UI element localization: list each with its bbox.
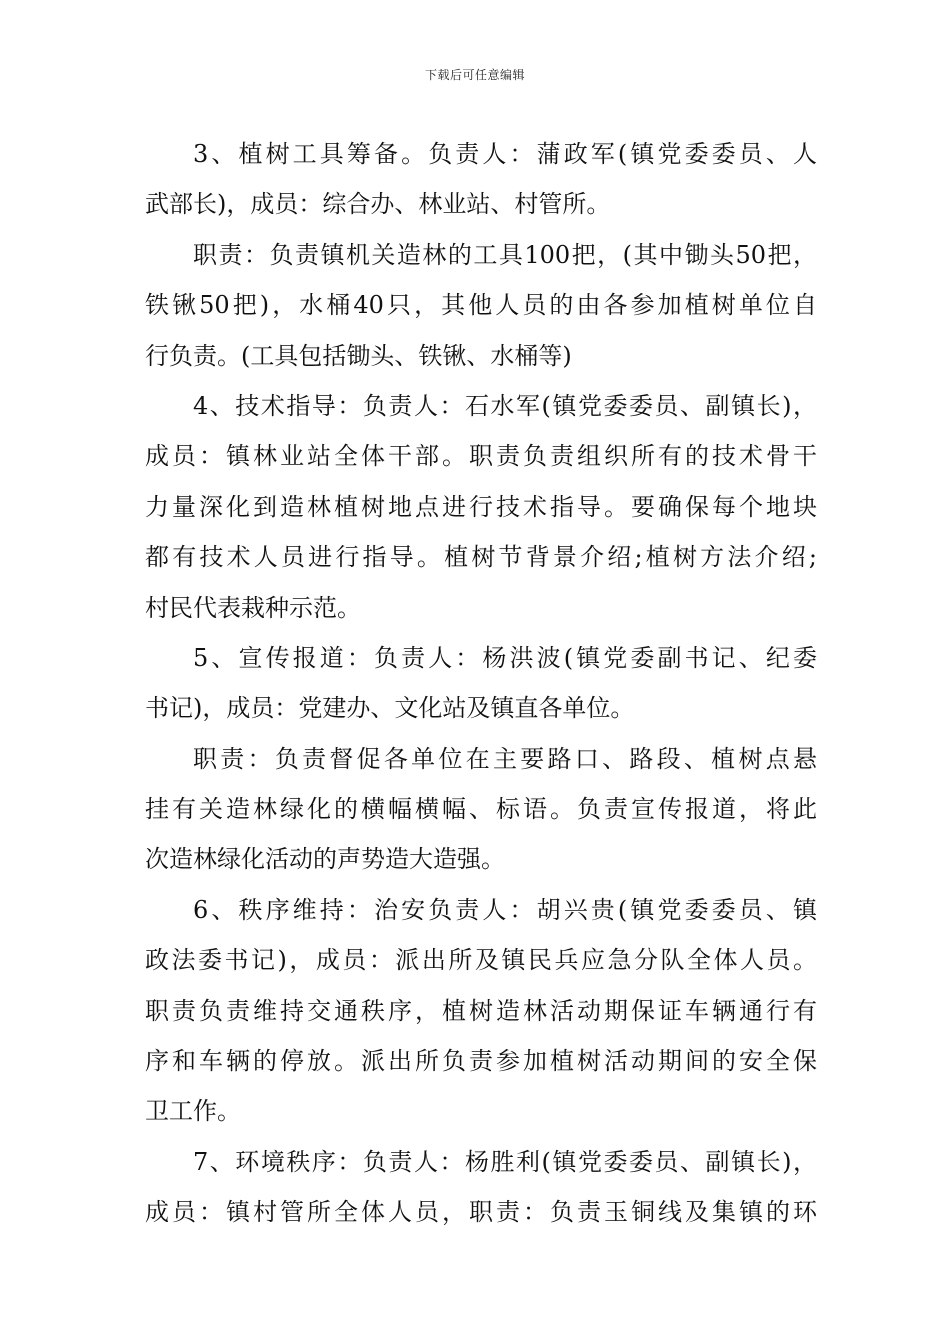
text-line: 力量深化到造林植树地点进行技术指导。要确保每个地块 — [145, 492, 817, 521]
text-line: 政法委书记)，成员：派出所及镇民兵应急分队全体人员。 — [145, 946, 817, 975]
text-line: 卫工作。 — [145, 1097, 241, 1126]
text-line: 职责负责维持交通秩序，植树造林活动期保证车辆通行有 — [145, 996, 817, 1025]
text-line: 成员：镇村管所全体人员，职责：负责玉铜线及集镇的环 — [145, 1198, 817, 1227]
text-line: 5、宣传报道：负责人：杨洪波(镇党委副书记、纪委 — [193, 643, 817, 672]
text-line: 6、秩序维持：治安负责人：胡兴贵(镇党委委员、镇 — [193, 895, 817, 924]
text-line: 都有技术人员进行指导。植树节背景介绍;植树方法介绍; — [145, 543, 817, 572]
text-line: 行负责。(工具包括锄头、铁锹、水桶等) — [145, 341, 572, 370]
text-line: 武部长)，成员：综合办、林业站、村管所。 — [145, 190, 611, 219]
text-line: 书记)，成员：党建办、文化站及镇直各单位。 — [145, 694, 635, 723]
text-line: 村民代表栽种示范。 — [145, 593, 361, 622]
text-line: 职责：负责镇机关造林的工具100把，(其中锄头50把， — [193, 240, 817, 269]
text-line: 挂有关造林绿化的横幅横幅、标语。负责宣传报道，将此 — [145, 795, 817, 824]
text-line: 次造林绿化活动的声势造大造强。 — [145, 845, 505, 874]
document-body — [145, 129, 817, 1238]
text-line: 职责：负责督促各单位在主要路口、路段、植树点悬 — [193, 744, 817, 773]
page-header: 下载后可任意编辑 — [424, 68, 525, 82]
text-line: 4、技术指导：负责人：石水军(镇党委委员、副镇长)， — [193, 391, 817, 420]
text-line: 7、环境秩序：负责人：杨胜利(镇党委委员、副镇长)， — [193, 1147, 817, 1176]
text-line: 铁锹50把)，水桶40只，其他人员的由各参加植树单位自 — [145, 291, 817, 320]
text-line: 序和车辆的停放。派出所负责参加植树活动期间的安全保 — [145, 1047, 817, 1076]
text-line: 成员：镇林业站全体干部。职责负责组织所有的技术骨干 — [145, 442, 817, 471]
text-line: 3、植树工具筹备。负责人：蒲政军(镇党委委员、人 — [193, 140, 817, 168]
